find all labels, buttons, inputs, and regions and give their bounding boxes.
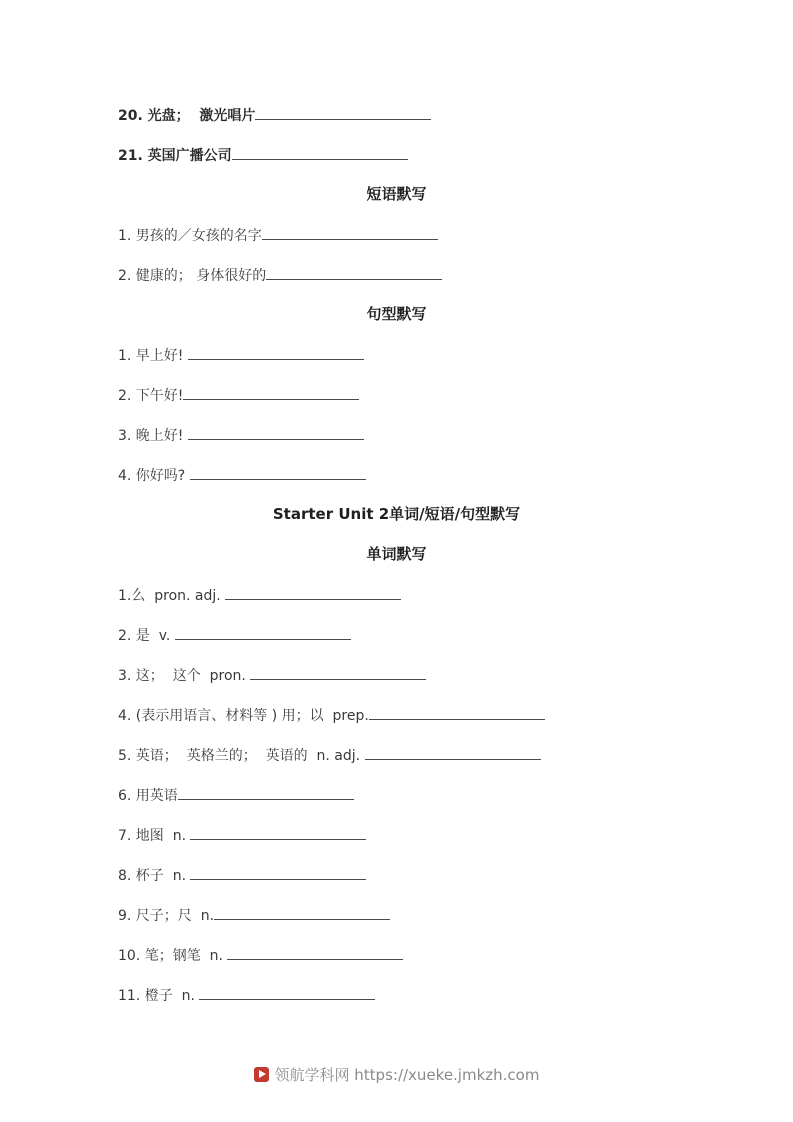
item-label: 5. 英语； 英格兰的； 英语的 n. adj. (118, 748, 365, 764)
dictation-item (118, 944, 675, 964)
item-label: 10. 笔；钢笔 n. (118, 948, 228, 964)
answer-blank-line (227, 944, 403, 960)
item-label: 11. 橙子 n. (118, 988, 200, 1004)
answer-blank-line (262, 224, 438, 240)
dictation-item (118, 904, 675, 924)
dictation-item (118, 264, 675, 284)
dictation-item (118, 584, 675, 604)
section-heading: 句型默写 (366, 305, 427, 323)
dictation-item (118, 864, 675, 884)
section-heading: 短语默写 (366, 185, 427, 203)
item-label: 4. (表示用语言、材料等 ) 用；以 prep. (118, 708, 369, 724)
answer-blank-line (190, 864, 366, 880)
answer-blank-line (255, 104, 431, 120)
item-label: 21. 英国广播公司 (118, 148, 232, 164)
dictation-item (118, 744, 675, 764)
item-label: 4. 你好吗? (118, 468, 190, 484)
item-label: 2. 健康的； 身体很好的 (118, 268, 267, 284)
section-heading: 单词默写 (366, 545, 427, 563)
item-label: 3. 这； 这个 pron. (118, 668, 251, 684)
footer-site-text: 领航学科网 https://xueke.jmkzh.com (274, 1066, 540, 1084)
page-footer (0, 1064, 793, 1085)
dictation-item (118, 624, 675, 644)
dictation-item (118, 824, 675, 844)
answer-blank-line (225, 584, 401, 600)
dictation-item (118, 704, 675, 724)
dictation-item (118, 424, 675, 444)
dictation-item (118, 984, 675, 1004)
item-label: 1. 男孩的／女孩的名字 (118, 228, 262, 244)
dictation-item (118, 464, 675, 484)
dictation-item (118, 224, 675, 244)
item-label: 7. 地图 n. (118, 828, 191, 844)
item-label: 8. 杯子 n. (118, 868, 191, 884)
item-label: 2. 下午好! (118, 388, 184, 404)
item-label: 9. 尺子；尺 n. (118, 908, 215, 924)
dictation-item (118, 144, 675, 164)
answer-blank-line (175, 624, 351, 640)
dictation-item (118, 104, 675, 124)
footer-logo-icon (254, 1067, 269, 1082)
answer-blank-line (178, 784, 354, 800)
dictation-item (118, 784, 675, 804)
answer-blank-line (214, 904, 390, 920)
item-label: 6. 用英语 (118, 788, 178, 804)
answer-blank-line (188, 424, 364, 440)
item-label: 1. 早上好! (118, 348, 188, 364)
item-label: 2. 是 v. (118, 628, 175, 644)
answer-blank-line (190, 464, 366, 480)
answer-blank-line (365, 744, 541, 760)
answer-blank-line (266, 264, 442, 280)
item-label: 20. 光盘； 激光唱片 (118, 108, 256, 124)
dictation-item (118, 384, 675, 404)
item-label: 1.么 pron. adj. (118, 588, 226, 604)
dictation-item (118, 344, 675, 364)
item-label: 3. 晚上好! (118, 428, 188, 444)
answer-blank-line (369, 704, 545, 720)
answer-blank-line (250, 664, 426, 680)
answer-blank-line (199, 984, 375, 1000)
answer-blank-line (190, 824, 366, 840)
answer-blank-line (183, 384, 359, 400)
worksheet-content (118, 104, 675, 1024)
section-heading: Starter Unit 2单词/短语/句型默写 (272, 505, 521, 523)
dictation-item (118, 664, 675, 684)
answer-blank-line (232, 144, 408, 160)
answer-blank-line (188, 344, 364, 360)
